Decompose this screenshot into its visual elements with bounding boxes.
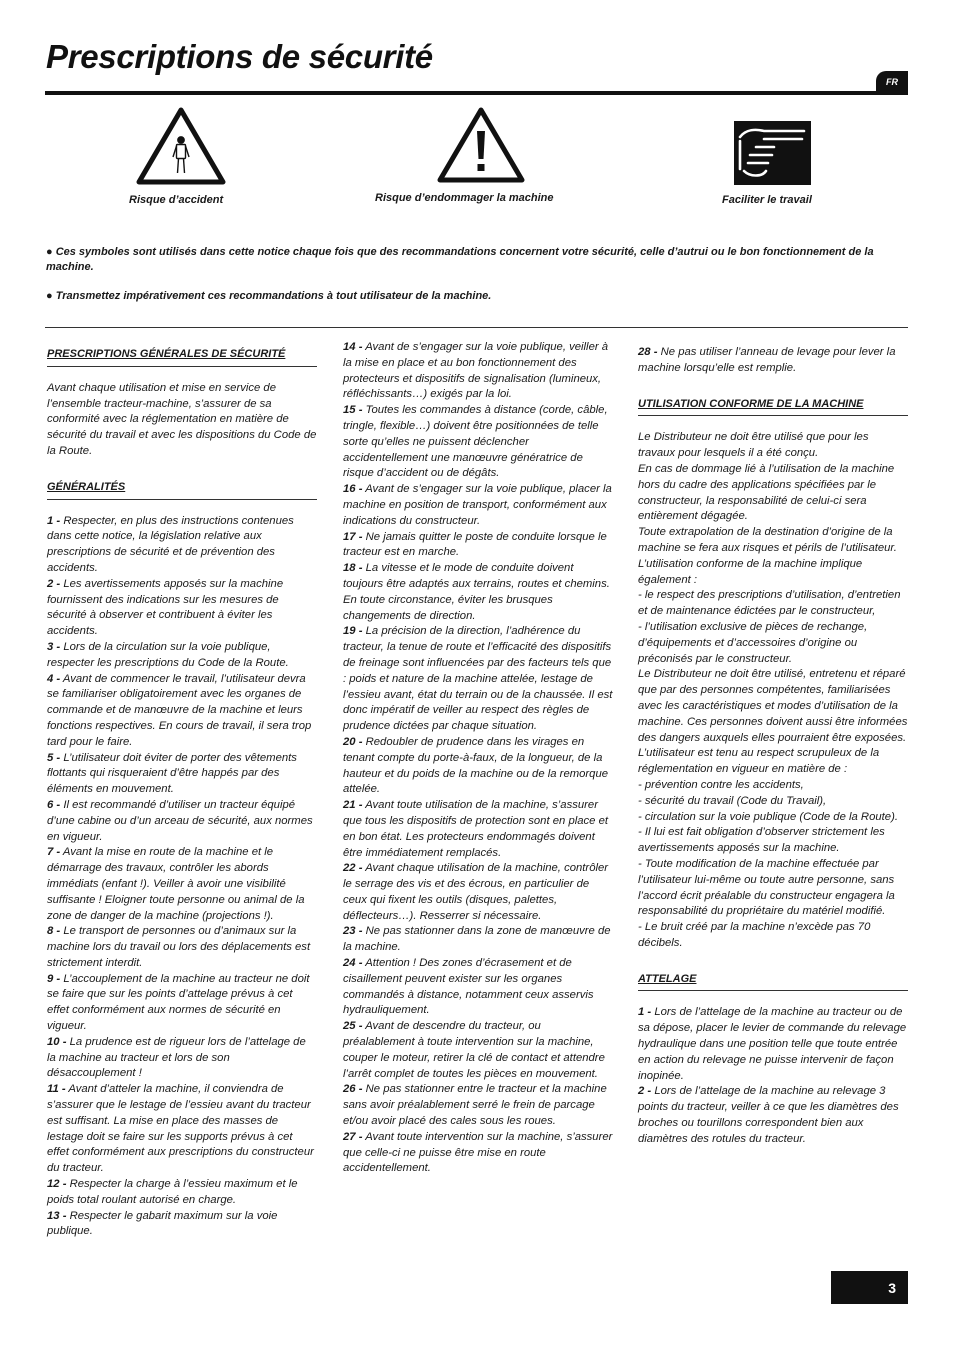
column-2 [343, 340, 613, 1177]
intended-use-line: - prévention contre les accidents, [638, 778, 804, 791]
item-number: 15 - [343, 404, 363, 417]
pointing-hand-icon [734, 121, 811, 185]
list-item [343, 340, 613, 403]
list-item [343, 561, 613, 624]
item-text: Avant toute intervention sur la machine, s’assurer que celle-ci ne puisse être mise en route accidentellement. [343, 1130, 613, 1175]
item-text: Ne pas utiliser l’anneau de levage pour lever la machine lorsqu’elle est remplie. [638, 346, 896, 374]
machine-damage-icon [437, 107, 525, 183]
list-item [47, 1035, 317, 1082]
item-text: Redoubler de prudence dans les virages en tenant compte du porte-à-faux, de la longueur, de la hauteur et du poids de la machine ou de la remorque attelée. [343, 735, 609, 796]
item-text: Ne pas stationner dans la zone de manœuvre de la machine. [343, 925, 611, 954]
section-divider [45, 327, 908, 328]
list-item [343, 624, 613, 735]
general-safety-text: Avant chaque utilisation et mise en service de l’ensemble tracteur-machine, s’assurer de sa conformité avec la réglementation en matière de sécurité du travail et avec les dispositions du Code de la Route. [47, 381, 317, 457]
item-text: Avant de commencer le travail, l’utilisateur devra se familiariser obligatoirement avec les organes de commande et de manœuvre de la machine et leurs fonctions respectives. En cours de travail, il sera trop tard pour le faire. [47, 672, 312, 748]
intended-use-text [638, 430, 908, 951]
generalites-heading: GÉNÉRALITÉS [47, 480, 317, 500]
item-number: 28 - [638, 346, 658, 358]
item-text: Avant de s’engager sur la voie publique, veiller à la mise en place et au bon fonctionnement des protecteurs et dispositifs de signalisation (lumineux, réfléchissants…) exigés par la loi. [343, 341, 609, 401]
item-text: Avant toute utilisation de la machine, s’assurer que tous les dispositifs de protection sont en place et en bon état. Les protecteurs endommagés doivent être immédiatement remplacés. [343, 799, 609, 859]
item-text: Attention ! Des zones d’écrasement et de cisaillement peuvent exister sur les organes commandés à distance, notamment ceux asservis hydrauliquement. [343, 957, 594, 1017]
item-number: 14 - [343, 341, 363, 353]
intended-use-line: Le Distributeur ne doit être utilisé que pour les travaux pour lesquels il a été conçu. [638, 431, 869, 460]
item-number: 6 - [47, 798, 61, 811]
list-item [47, 798, 317, 845]
item-text: Avant de descendre du tracteur, ou préalablement à toute intervention sur la machine, couper le moteur, retirer la clé de contact et attendre l’arrêt complet de toutes les pièces en mouvement. [343, 1020, 605, 1080]
column-3 [638, 345, 908, 1148]
general-safety-heading: PRESCRIPTIONS GÉNÉRALES DE SÉCURITÉ [47, 347, 317, 367]
item-number: 25 - [343, 1020, 363, 1033]
list-item [47, 972, 317, 1035]
intended-use-line: - l’utilisation exclusive de pièces de rechange, d’équipements et d’accessoires d’origine ou préconisés par le constructeur. [638, 620, 868, 665]
item-text: La précision de la direction, l’adhérence du tracteur, la tenue de route et l’efficacité des dispositifs de freinage sont influencées par des facteurs tels que : poids et nature de la machine attelée, lestage de l’essieu avant, état du terrain ou de la chaussée. Il est donc impératif de veiller au respect des règles de prudence dictées par chaque situation. [343, 625, 613, 733]
intended-use-heading: UTILISATION CONFORME DE LA MACHINE [638, 397, 908, 417]
list-item [343, 403, 613, 482]
item-number: 7 - [47, 846, 61, 859]
item-text: La prudence est de rigueur lors de l’attelage de la machine au tracteur et lors de son désaccouplement ! [47, 1035, 306, 1080]
list-item [343, 924, 613, 956]
attelage-list [638, 1005, 908, 1147]
intended-use-line: - Il lui est fait obligation d’observer strictement les avertissements apposés sur la machine. [638, 826, 885, 855]
item-number: 2 - [638, 1085, 652, 1098]
item-number: 18 - [343, 562, 363, 575]
item-text: Avant la mise en route de la machine et le démarrage des travaux, contrôler les abords immédiats (enfant !). Veiller à avoir une visibilité suffisante ! Eloigner toute personne ou animal de la zone de danger de la machine (projections !). [47, 846, 305, 922]
item-number: 23 - [343, 925, 363, 938]
intended-use-line: Toute extrapolation de la destination d’origine de la machine se fera aux risques et périls de l’utilisateur. [638, 526, 897, 554]
list-item [47, 672, 317, 751]
list-item [343, 1019, 613, 1082]
list-item [47, 1209, 317, 1241]
item-number: 3 - [47, 640, 61, 653]
item-number: 13 - [47, 1209, 67, 1222]
accident-risk-caption: Risque d’accident [129, 194, 224, 206]
list-item [343, 956, 613, 1019]
list-item [343, 530, 613, 562]
item-text: Lors de la circulation sur la voie publique, respecter les prescriptions du Code de la Route. [47, 640, 289, 669]
item-text: Respecter, en plus des instructions contenues dans cette notice, la législation relative aux prescriptions de sécurité et de prévention des accidents. [47, 514, 294, 574]
list-item [638, 1005, 908, 1084]
list-item [343, 1082, 613, 1129]
item-text: Avant d’atteler la machine, il conviendra de s’assurer que le lestage de l’essieu avant du tracteur est suffisant. La mise en place des masses de lestage doit se faire sur les supports prévus à cet effet conformément aux prescriptions du constructeur du tracteur. [47, 1083, 314, 1175]
intended-use-line: - le respect des prescriptions d’utilisation, d’entretien et de maintenance édictées par le constructeur, [638, 589, 901, 618]
item-number: 27 - [343, 1130, 363, 1143]
item-text: La vitesse et le mode de conduite doivent toujours être adaptés aux terrains, routes et chemins. En toute circonstance, éviter les brusques changements de direction. [343, 562, 610, 622]
item-number: 4 - [47, 672, 61, 685]
item-number: 10 - [47, 1035, 67, 1048]
list-item [638, 345, 908, 377]
item-text: Ne pas stationner entre le tracteur et la machine sans avoir préalablement serré le frein de parcage et/ou avoir placé des cales sous les roues. [343, 1083, 607, 1128]
item-number: 8 - [47, 925, 61, 938]
simplify-work-caption: Faciliter le travail [722, 194, 812, 206]
item-text: Lors de l’attelage de la machine au relevage 3 points du tracteur, veiller à ce que les diamètres des broches ou tourillons correspondent bien aux diamètres des rotules du tracteur. [638, 1085, 899, 1145]
attelage-heading: ATTELAGE [638, 972, 908, 992]
intended-use-line: L’utilisateur est tenu au respect scrupuleux de la réglementation en vigueur en matière de : [638, 747, 880, 776]
intended-use-line: Le Distributeur ne doit être utilisé, entretenu et réparé que par des personnes compétentes, familiarisées avec les caractéristiques et modes d’utilisation de la machine. Ces personnes doivent aussi être informées des dangers auxquels elles pourraient être exposées. [638, 668, 908, 744]
item-text: Il est recommandé d’utiliser un tracteur équipé d’une cabine ou d’un arceau de sécurité, aux normes en vigueur. [47, 798, 313, 843]
item-text: Le transport de personnes ou d’animaux sur la machine lors du travail ou lors des déplacements est strictement interdit. [47, 925, 311, 969]
item-number: 5 - [47, 751, 61, 764]
item-text: Toutes les commandes à distance (corde, câble, tringle, flexible…) doivent être positionnées de telle sorte qu’elles ne puissent déclencher accidentellement une manœuvre génératrice de risque d’accident ou de dégâts. [343, 404, 608, 480]
item-text: Avant chaque utilisation de la machine, contrôler le serrage des vis et des écrous, en particulier de ceux qui fixent les outils (disques, palettes, déflecteurs…). Resserrer si nécessaire. [343, 862, 609, 922]
language-badge: FR [876, 71, 908, 93]
page-number: 3 [831, 1271, 908, 1304]
item-text: Lors de l’attelage de la machine au tracteur ou de sa dépose, placer le levier de commande du relevage hydraulique dans une position telle que toute entrée en action du relevage ne puisse intervenir de façon inopinée. [638, 1006, 907, 1082]
machine-damage-caption: Risque d’endommager la machine [375, 192, 554, 204]
item-number: 16 - [343, 483, 363, 496]
item-number: 11 - [47, 1083, 66, 1096]
item-number: 24 - [343, 957, 363, 970]
item-number: 1 - [638, 1006, 652, 1019]
item-number: 26 - [343, 1083, 363, 1096]
list-item [47, 514, 317, 577]
intended-use-line: - Le bruit créé par la machine n’excède pas 70 décibels. [638, 921, 871, 949]
item-number: 20 - [343, 735, 363, 748]
list-item [343, 798, 613, 861]
page-title: Prescriptions de sécurité [46, 38, 433, 75]
intended-use-line: En cas de dommage lié à l’utilisation de la machine hors du cadre des applications spécifiées par le constructeur, la responsabilité de celui-ci sera entièrement dégagée. [638, 462, 895, 523]
list-item [47, 1082, 317, 1177]
title-rule [45, 91, 908, 95]
intro-symbols-note: ● Ces symboles sont utilisés dans cette notice chaque fois que des recommandations concernent votre sécurité, celle d’autrui ou le bon fonctionnement de la machine. [46, 246, 874, 273]
item-number: 21 - [343, 799, 363, 812]
intro-transmit-note: ● Transmettez impérativement ces recommandations à tout utilisateur de la machine. [46, 290, 492, 302]
list-item [47, 924, 317, 971]
list-item [47, 577, 317, 640]
item-text: L’utilisateur doit éviter de porter des vêtements flottants qui risqueraient d’être happés par des éléments en mouvement. [47, 751, 297, 796]
item-text: Les avertissements apposés sur la machine fournissent des indications sur les mesures de sécurité à observer et contribuent à éviter les accidents. [47, 577, 284, 638]
list-item [47, 751, 317, 798]
item-number: 2 - [47, 577, 61, 590]
list-item [343, 735, 613, 798]
item-number: 22 - [343, 862, 363, 875]
item-number: 12 - [47, 1178, 67, 1191]
list-item [47, 1177, 317, 1209]
generalites-list [47, 514, 317, 1241]
item-number: 1 - [47, 514, 61, 527]
item-number: 17 - [343, 530, 363, 543]
intended-use-line: - circulation sur la voie publique (Code de la Route). [638, 810, 898, 823]
item-number: 19 - [343, 625, 363, 638]
list-item [638, 1084, 908, 1147]
item-text: Respecter le gabarit maximum sur la voie publique. [47, 1209, 278, 1238]
item-text: Avant de s’engager sur la voie publique, placer la machine en position de transport, conformément aux indications du constructeur. [343, 483, 612, 527]
item-text: Ne jamais quitter le poste de conduite lorsque le tracteur est en marche. [343, 530, 607, 559]
intended-use-line: - Toute modification de la machine effectuée par l’utilisateur lui-même ou toute autre personne, sans l’accord écrit préalable du constructeur engagera la responsabilité du propriétaire du matériel modifié. [638, 857, 895, 918]
item-text: L’accouplement de la machine au tracteur ne doit se faire que sur les points d’attelage prévus à cet effet conformément aux normes de sécurité en vigueur. [47, 972, 310, 1033]
list-item [47, 845, 317, 924]
accident-risk-icon [136, 107, 226, 185]
list-item [343, 482, 613, 529]
list-item [343, 1130, 613, 1177]
item-number: 9 - [47, 972, 61, 985]
list-item [343, 861, 613, 924]
item-text: Respecter la charge à l’essieu maximum et le poids total roulant autorisé en charge. [47, 1178, 298, 1206]
intended-use-line: L’utilisation conforme de la machine implique également : [638, 557, 863, 586]
safety-items-list [343, 340, 613, 1177]
list-item [47, 640, 317, 672]
column-1 [47, 347, 317, 1240]
intended-use-line: - sécurité du travail (Code du Travail), [638, 794, 827, 807]
